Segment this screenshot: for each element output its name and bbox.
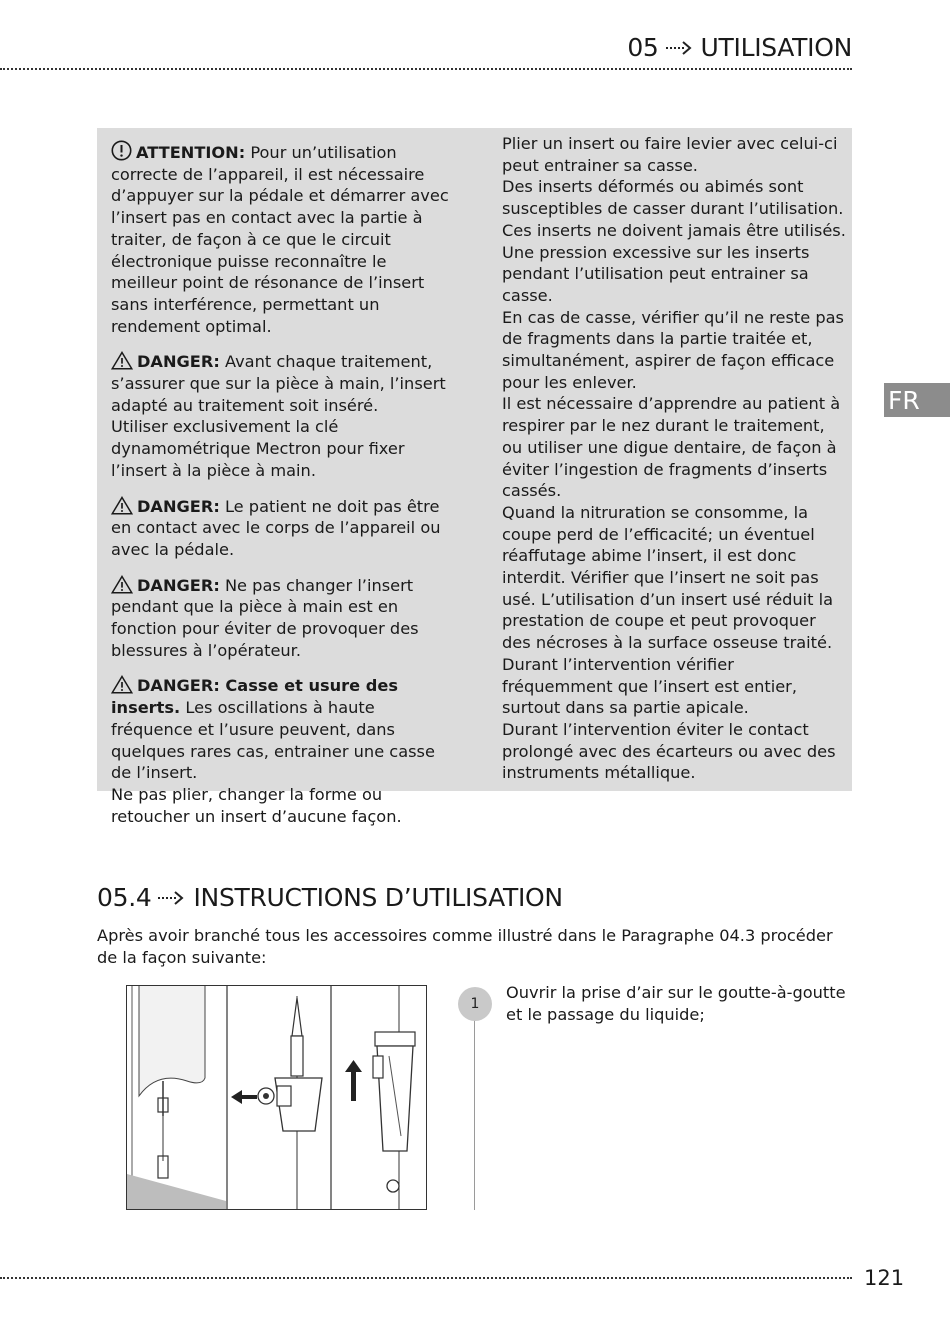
warning-label: DANGER: Casse et usure des inserts. bbox=[111, 676, 398, 718]
warning-paragraph: Durant l’intervention vérifier fréquemment que l’insert est entier, surtout dans sa partie apicale. bbox=[502, 654, 797, 718]
section-intro: Après avoir branché tous les accessoires comme illustré dans le Paragraphe 04.3 procéder de la façon suivante: bbox=[97, 926, 833, 967]
chapter-number: 05 bbox=[627, 33, 659, 62]
warning-paragraph: Quand la nitruration se consomme, la coupe perd de l’efficacité; un éventuel réaffutage abime l’insert, il est donc interdit. Vérifier que l’insert ne soit pas usé. L’utilisation d’un insert usé réduit la prestation de coupe et peut provoquer des nécroses à la surface osseuse traité. bbox=[502, 502, 834, 653]
step-connector-line bbox=[474, 1000, 475, 1210]
warning-paragraph: En cas de casse, vérifier qu’il ne reste pas de fragments dans la partie traitée et, simultanément, aspirer de façon efficace pour les enlever. bbox=[502, 307, 844, 392]
warning-triangle-icon bbox=[111, 675, 133, 694]
warning-paragraph: Plier un insert ou faire levier avec celui-ci peut entrainer sa casse. bbox=[502, 134, 838, 175]
warning-extra-text: Utiliser exclusivement la clé dynamométrique Mectron pour fixer l’insert à la pièce à main. bbox=[111, 417, 405, 480]
warning-text: Ne pas changer l’insert pendant que la pièce à main est en fonction pour éviter de provoquer des blessures à l’opérateur. bbox=[111, 575, 419, 660]
warning-label: DANGER: bbox=[137, 352, 220, 372]
warning-paragraph: Il est nécessaire d’apprendre au patient à respirer par le nez durant le traitement, ou utiliser une digue dentaire, de façon à éviter l’ingestion de fragments d’inserts cassés. bbox=[502, 394, 841, 501]
drip-setup-illustration bbox=[126, 985, 427, 1210]
language-tab: FR bbox=[884, 383, 950, 417]
warning-label: DANGER: bbox=[137, 496, 220, 516]
warning-triangle-icon bbox=[111, 496, 133, 515]
footer-divider bbox=[0, 1277, 852, 1279]
warning-label: DANGER: bbox=[137, 575, 220, 595]
warning-paragraph: Une pression excessive sur les inserts pendant l’utilisation peut entrainer sa casse. bbox=[502, 242, 810, 305]
warning-text: Pour un’utilisation correcte de l’appareil, il est nécessaire d’appuyer sur la pédale et démarrer avec l’insert pas en contact avec la partie à traiter, de façon à ce que le circuit électronique puisse reconnaître le meilleur point de résonance de l’insert sans interférence, permettant un rendement optimal. bbox=[111, 143, 449, 336]
warning-block bbox=[111, 675, 456, 827]
section-title: INSTRUCTIONS D’UTILISATION bbox=[193, 883, 563, 912]
warning-paragraph: Des inserts déformés ou abimés sont susceptibles de casser durant l’utilisation. bbox=[502, 177, 844, 219]
warning-block bbox=[111, 575, 456, 662]
warning-text: Avant chaque traitement, s’assurer que sur la pièce à main, l’insert adapté au traitement soit inséré. bbox=[111, 352, 446, 415]
warning-column-right bbox=[502, 133, 847, 784]
warning-text: Le patient ne doit pas être en contact avec le corps de l’appareil ou avec la pédale. bbox=[111, 496, 441, 559]
warning-block bbox=[111, 140, 456, 337]
header-divider bbox=[0, 68, 852, 70]
dotted-arrow-icon bbox=[157, 889, 187, 907]
illustration-drawing bbox=[127, 986, 426, 1209]
step-text: Ouvrir la prise d’air sur le goutte-à-goutte et le passage du liquide; bbox=[506, 983, 846, 1024]
warning-extra-text: Ne pas plier, changer la forme ou retoucher un insert d’aucune façon. bbox=[111, 784, 402, 826]
warning-paragraph: Ces inserts ne doivent jamais être utilisés. bbox=[502, 220, 846, 240]
section-heading bbox=[97, 883, 563, 912]
section-number: 05.4 bbox=[97, 883, 152, 912]
warning-text: Les oscillations à haute fréquence et l’usure peuvent, dans quelques rares cas, entrainer une casse de l’insert. bbox=[111, 698, 435, 783]
page-number: 121 bbox=[864, 1266, 905, 1290]
warning-block bbox=[111, 351, 456, 481]
warning-triangle-icon bbox=[111, 351, 133, 370]
chapter-title: UTILISATION bbox=[700, 33, 852, 62]
exclamation-circle-icon bbox=[111, 140, 132, 161]
warning-column-left bbox=[111, 140, 456, 841]
dotted-arrow-icon bbox=[665, 39, 695, 57]
warning-label: ATTENTION: bbox=[136, 143, 246, 162]
chapter-header bbox=[627, 33, 852, 62]
warning-triangle-icon bbox=[111, 575, 133, 594]
step-number-badge: 1 bbox=[458, 987, 492, 1021]
warning-block bbox=[111, 496, 456, 561]
warning-paragraph: Durant l’intervention éviter le contact prolongé avec des écarteurs ou avec des instruments métallique. bbox=[502, 719, 836, 783]
